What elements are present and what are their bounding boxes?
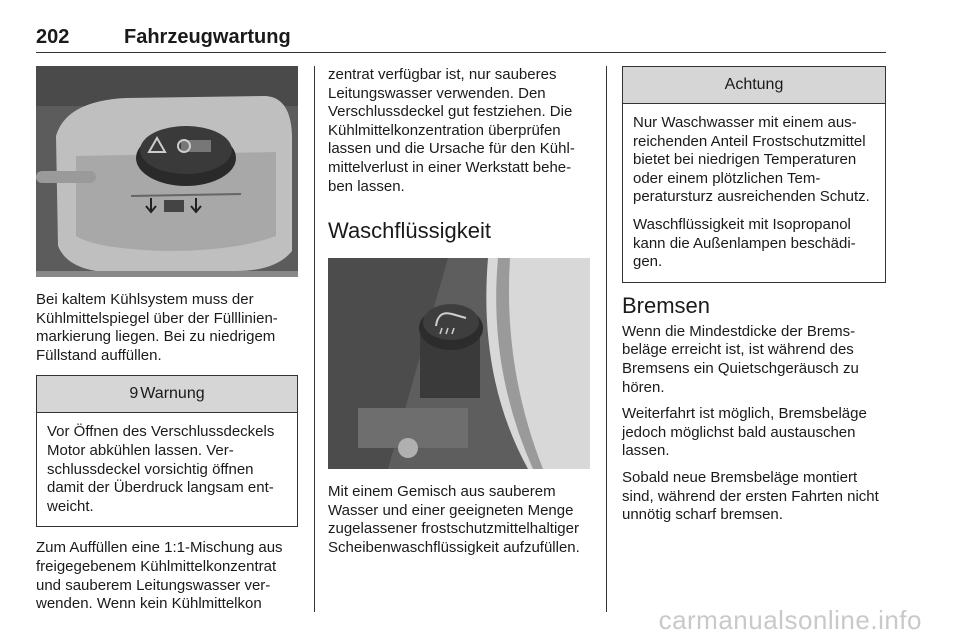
washer-fluid-text: Mit einem Gemisch aus sauberem Wasser und einer geeigneten Menge zugelassener frostschutzmittelhaltiger Scheibenwaschflüssigkeit aufzufüllen. (328, 483, 580, 556)
washer-fluid-photo (328, 258, 590, 469)
brakes-text-1: Wenn die Mindestdicke der Bremsbeläge erreicht ist, ist während des Bremsens ein Quietschgeräusch zu hören. (622, 322, 859, 396)
caution-header (623, 67, 885, 104)
caution-text-1: Nur Waschwasser mit einem ausreichenden Anteil Frostschutzmittel bietet bei niedrigen Temperaturen oder einem plötzlichen Temperatursturz ausreichenden Schutz. (633, 114, 870, 206)
warning-box (36, 375, 298, 527)
warning-title: Warnung (140, 385, 205, 403)
brakes-text-2: Weiterfahrt ist möglich, Bremsbeläge jedoch möglichst bald austauschen lassen. (622, 405, 867, 460)
column-divider (606, 66, 607, 612)
brakes-text-3: Sobald neue Bremsbeläge montiert sind, während der ersten Fahrten nicht unnötig scharf bremsen. (622, 468, 879, 524)
coolant-continued-text: zentrat verfügbar ist, nur sauberes Leitungswasser verwenden. Den Verschlussdeckel gut festziehen. Die Kühlmittelkonzentration überprüfen lassen und die Ursache für den Kühlmittelverlust in einer Werkstatt beheben lassen. (328, 66, 575, 195)
column-divider (314, 66, 315, 612)
coolant-level-text: Bei kaltem Kühlsystem muss der Kühlmittelspiegel über der Fülllinienmarkierung liegen. Bei zu niedrigem Füllstand auffüllen. (36, 291, 278, 364)
warning-icon: 9 (129, 385, 139, 403)
chapter-title: Fahrzeugwartung (124, 26, 291, 48)
warning-header (37, 376, 297, 413)
caution-title: Achtung (724, 76, 784, 93)
column-2 (328, 66, 590, 558)
refill-text: Zum Auffüllen eine 1:1-Mischung aus freigegebenem Kühlmittelkonzentrat und sauberem Leitungswasser verwenden. Wenn kein Kühlmittelkon (36, 539, 283, 613)
page-header (36, 22, 886, 53)
washer-fluid-heading: Waschflüssigkeit (328, 218, 492, 244)
warning-text: Vor Öffnen des Verschlussdeckels Motor abkühlen lassen. Verschlussdeckel vorsichtig öffnen damit der Überdruck langsam entweicht. (47, 423, 275, 515)
page-number: 202 (36, 26, 70, 48)
column-1 (36, 66, 298, 614)
coolant-reservoir-photo (36, 66, 298, 277)
brakes-heading: Bremsen (622, 292, 711, 318)
caution-body (623, 104, 885, 282)
caution-text-2: Waschflüssigkeit mit Isopropanol kann die Außenlampen beschädigen. (633, 215, 856, 271)
warning-body (37, 413, 297, 526)
caution-box (622, 66, 886, 283)
watermark: carmanualsonline.info (658, 605, 922, 635)
column-3 (622, 66, 886, 525)
